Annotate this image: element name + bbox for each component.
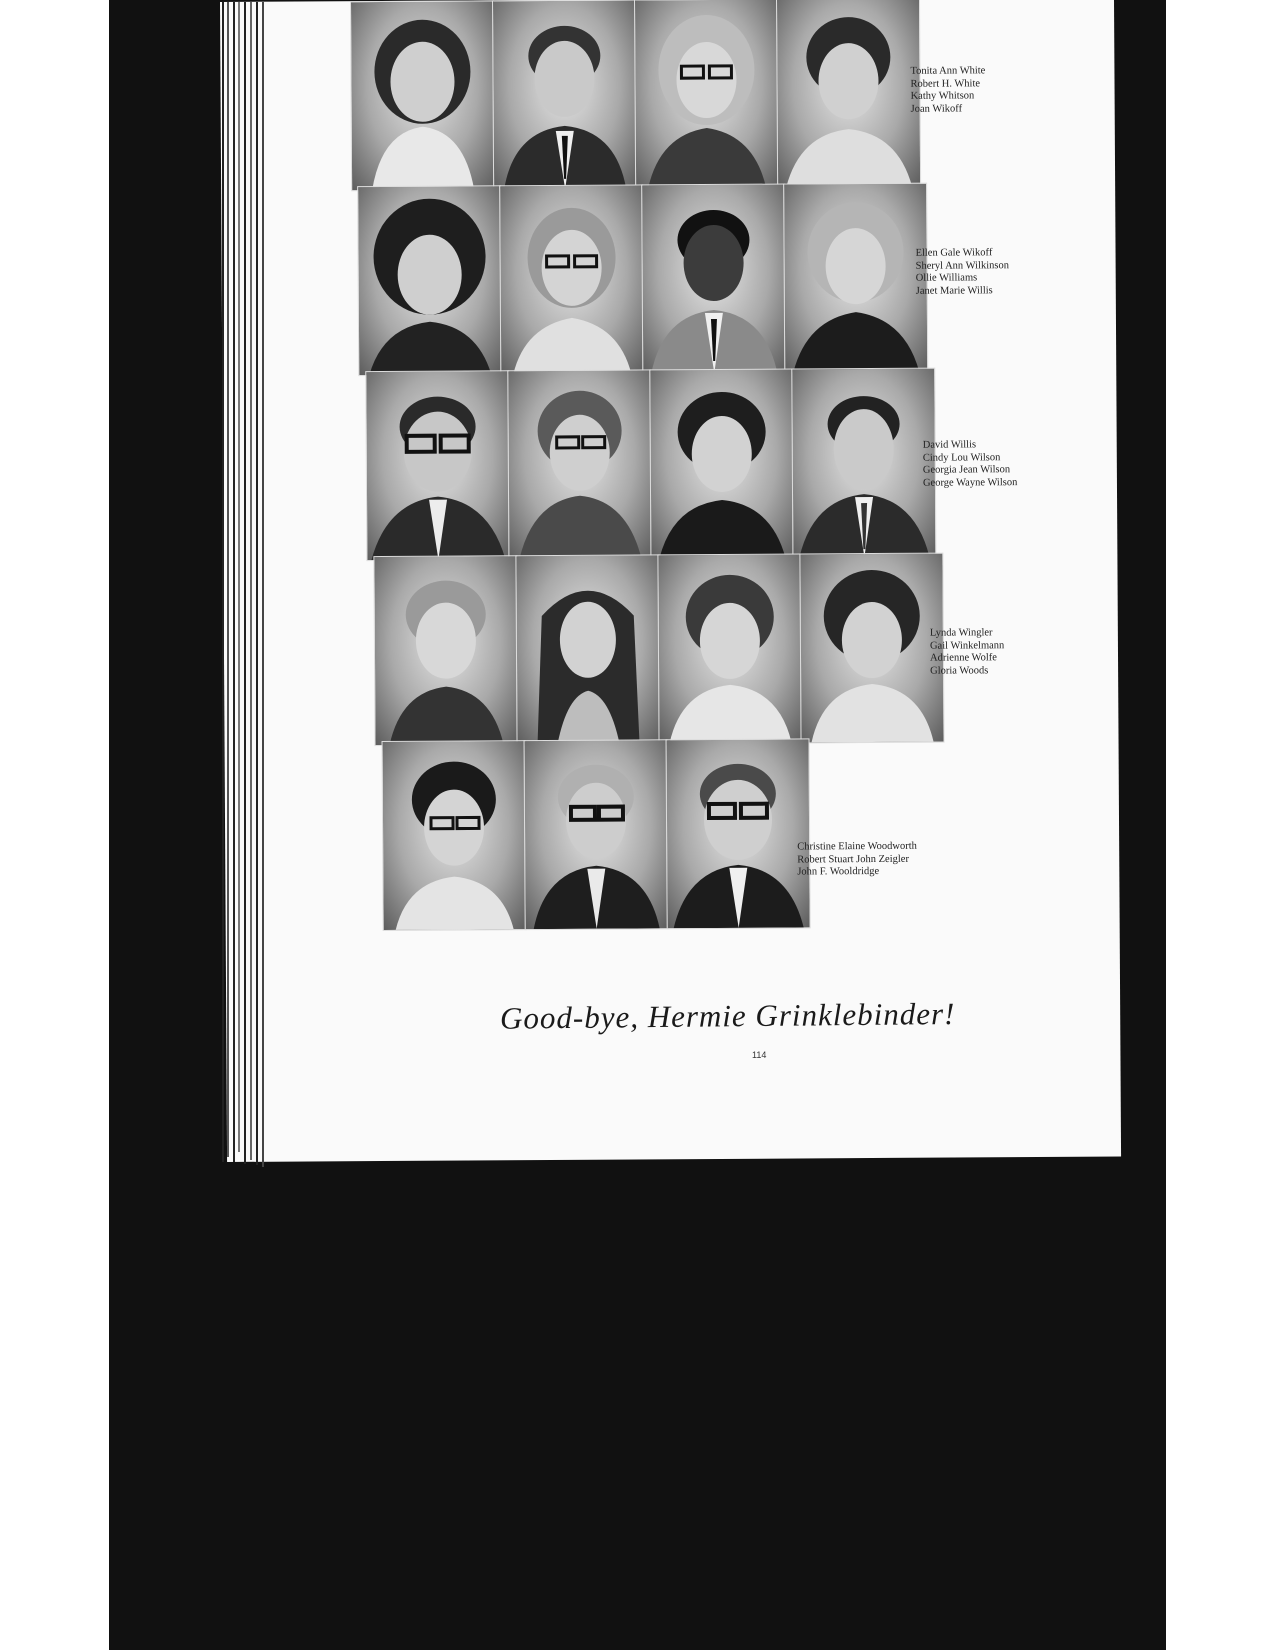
portrait-photo (382, 740, 527, 931)
portrait-photo (373, 555, 518, 746)
portrait-photo (357, 185, 502, 376)
portrait-photo (799, 553, 944, 744)
portrait-photo (657, 553, 802, 744)
portrait-photo (666, 738, 811, 929)
student-name: Georgia Jean Wilson (922, 464, 1011, 476)
name-list-row-3 (923, 439, 1018, 490)
student-name: Tonita Ann White (910, 65, 986, 77)
book-page-edges (222, 2, 268, 1167)
student-name: Gail Winkelmann (929, 639, 1005, 652)
student-name: Sheryl Ann Wilkinson (915, 259, 1009, 272)
portrait-photo (791, 368, 936, 559)
portrait-photo (515, 554, 660, 745)
student-name: Janet Marie Willis (915, 284, 993, 297)
page-headline: Good-bye, Hermie Grinklebinder! (499, 995, 956, 1036)
portrait-photo (776, 0, 921, 189)
portrait-photo (634, 0, 779, 189)
name-list-row-5 (797, 841, 917, 879)
portrait-photo (365, 370, 510, 561)
student-name: John F. Wooldridge (797, 865, 880, 878)
portrait-photo (649, 369, 794, 560)
portrait-photo (783, 183, 928, 374)
student-name: Kathy Whitson (910, 90, 975, 102)
student-name: David Willis (922, 439, 977, 451)
name-list-row-2 (916, 247, 1010, 298)
portrait-photo (524, 739, 669, 930)
student-name: Adrienne Wolfe (929, 652, 997, 664)
name-list-row-1 (910, 65, 985, 115)
portrait-photo (499, 184, 644, 375)
portrait-photo (492, 0, 637, 190)
student-name: George Wayne Wilson (922, 476, 1018, 489)
student-name: Robert Stuart John Zeigler (797, 853, 909, 865)
yearbook-page (220, 0, 1121, 1162)
name-list-row-4 (930, 627, 1005, 677)
portrait-photo (641, 184, 786, 375)
student-name: Cindy Lou Wilson (922, 451, 1001, 464)
student-name: Ellen Gale Wikoff (915, 247, 993, 259)
student-name: Lynda Wingler (929, 627, 993, 639)
portrait-photo (350, 0, 495, 191)
portrait-photo (507, 369, 652, 560)
student-name: Gloria Woods (930, 664, 989, 677)
student-name: Joan Wikoff (910, 102, 963, 115)
left-margin (0, 0, 109, 1650)
page-number: 114 (752, 1050, 767, 1060)
student-name: Robert H. White (910, 77, 981, 90)
student-name: Christine Elaine Woodworth (797, 840, 917, 853)
student-name: Ollie Williams (915, 272, 978, 284)
